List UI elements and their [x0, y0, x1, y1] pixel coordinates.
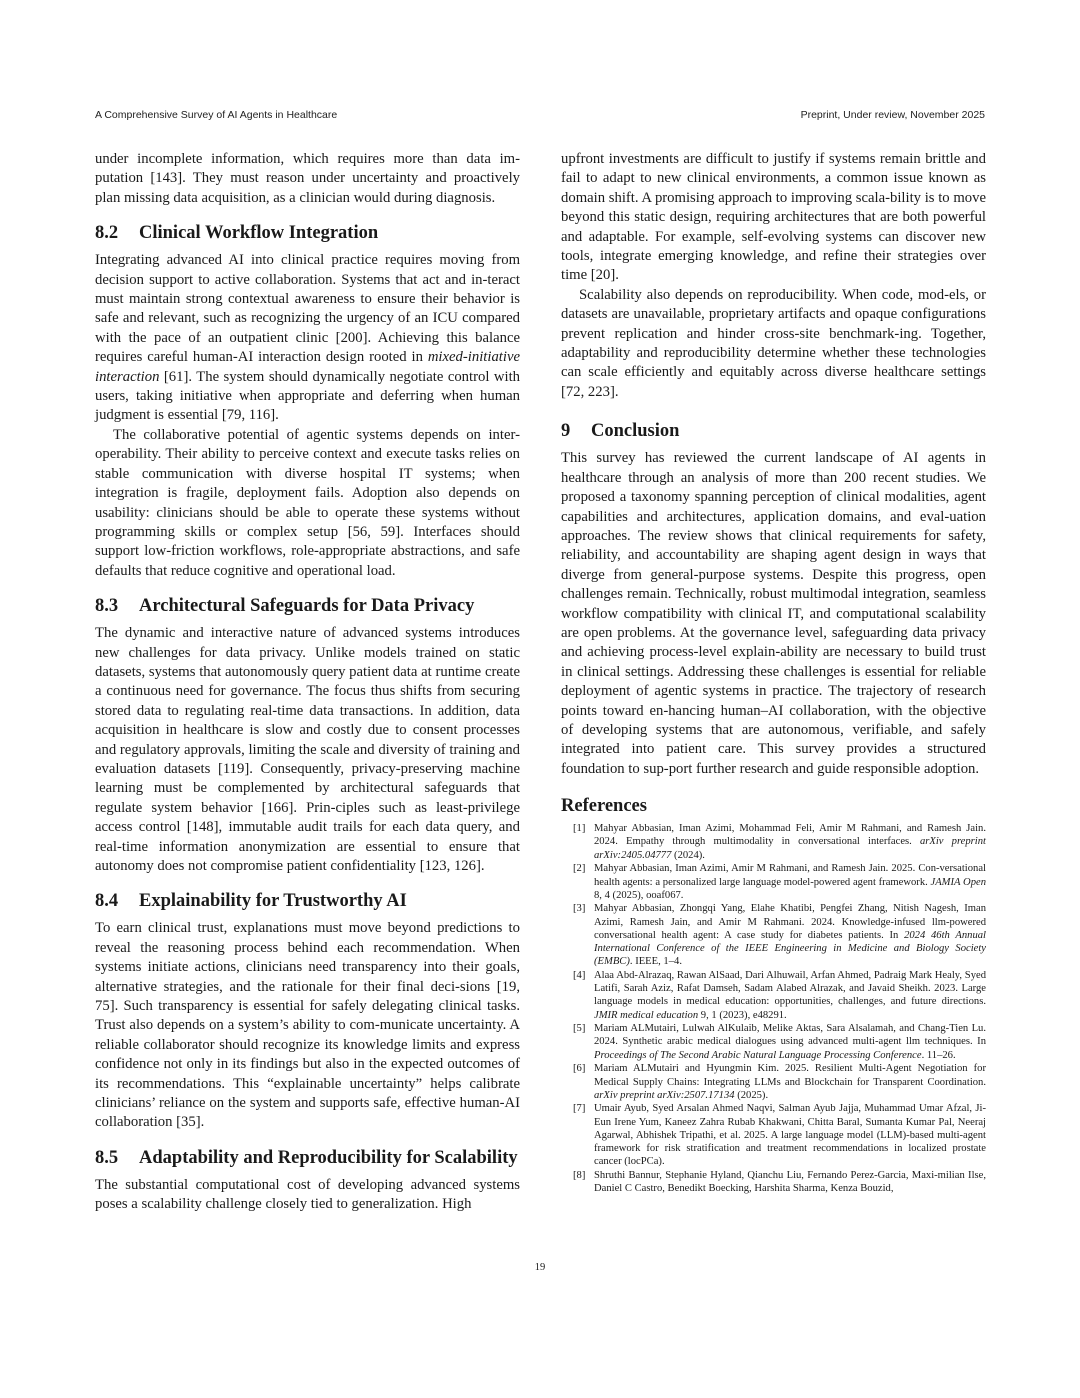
section-title: Architectural Safeguards for Data Privacy	[139, 596, 475, 617]
reference-number: [5]	[573, 1023, 586, 1035]
paragraph-scalability: The substantial computational cost of developing advanced systems poses a scalability challenge closely tied to generalization. High	[95, 1176, 520, 1213]
reference-text	[594, 902, 986, 968]
section-title: Explainability for Trustworthy AI	[139, 891, 407, 912]
reference-item	[561, 902, 986, 968]
reference-item	[561, 1062, 986, 1102]
reference-item	[561, 822, 986, 862]
page-number: 19	[534, 1262, 546, 1273]
section-title: Clinical Workflow Integration	[139, 223, 379, 244]
paragraph-intro-continued: under incomplete information, which requires more than data im-putation [143]. They must reason under uncertainty and proactively plan missing data acquisition, as a clinician would during diagnosis.	[95, 151, 520, 206]
emphasis-term: mixed-initiative interaction	[95, 349, 520, 385]
paragraph-reproducibility: Scalability also depends on reproducibility. When code, mod-els, or datasets are unavailable, proprietary artifacts and opaque configurations prevent replication and hinder cross-site benchmark-ing. Together, adaptability and reproducibility determine whether these technologies can scale efficiently and equitably across diverse healthcare settings [72, 223].	[561, 286, 986, 400]
reference-item	[561, 969, 986, 1022]
reference-authors-title: Shruthi Bannur, Stephanie Hyland, Qianchu Liu, Fernando Perez-Garcia, Maxi-milian Ilse, Daniel C Castro, Benedikt Boecking, Harshita Sharma, Kenza Bouzid,	[594, 1169, 986, 1195]
reference-details: (2025).	[734, 1089, 769, 1101]
reference-number: [3]	[573, 903, 586, 915]
text-run: Integrating advanced AI into clinical practice requires moving from decision support to active collaboration. Systems that act and in-teract must maintain strong contextual awareness to ensure their behavior is safe and relevant, such as recognizing the urgency of an ICU compared with the pace of an outpatient clinic [200]. Achieving this balance requires careful human-AI interaction design rooted in	[95, 252, 520, 366]
reference-text	[594, 822, 986, 862]
reference-authors-title: Mariam ALMutairi and Hyungmin Kim. 2025. Resilient Multi-Agent Negotiation for Medical Supply Chains: Integrating LLMs and Blockchain for Transparent Coordination.	[594, 1063, 986, 1088]
reference-item	[561, 1022, 986, 1062]
reference-venue: 2024 46th Annual International Conference of the IEEE Engineering in Medicine and Biology Society (EMBC)	[594, 929, 986, 968]
reference-item	[561, 862, 986, 902]
reference-venue: JAMIA Open	[930, 876, 986, 888]
paragraph-explainability: To earn clinical trust, explanations must move beyond predictions to reveal the reasoning process behind each recommendation. When systems initiate actions, clinicians need transparency into their goals, alternative strategies, and the rationale for their final deci-sions [19, 75]. Such transparency is essential for safely delegating clinical tasks. Trust also depends on a system’s ability to com-municate uncertainty. A reliable collaborator should recognize its knowledge limits and express confidence not only in its findings but also in the expected outcomes of its recommendations. This “explainable uncertainty” helps calibrate clinicians’ reliance on the system and supports safe, effective human-AI collaboration [35].	[95, 920, 520, 1131]
reference-venue: JMIR medical education	[594, 1009, 699, 1021]
right-column	[561, 150, 986, 1196]
text-run: [61]. The system should dynamically negotiate control with users, taking initiative when appropriate and deferring when human judgment is essential [79, 116].	[95, 368, 520, 424]
reference-authors-title: Mahyar Abbasian, Iman Azimi, Mohammad Feli, Amir M Rahmani, and Ramesh Jain. 2024. Empathy through multimodality in conversational interfaces.	[594, 823, 986, 848]
reference-item	[561, 1102, 986, 1168]
reference-text	[594, 1102, 986, 1168]
reference-venue: Proceedings of The Second Arabic Natural Language Processing Conference	[594, 1049, 922, 1061]
section-heading-8-5	[95, 1147, 520, 1170]
section-heading-8-4	[95, 890, 520, 913]
reference-details: (2024).	[671, 849, 705, 861]
reference-details: 8, 4 (2025), ooaf067.	[594, 889, 684, 901]
reference-authors-title: Alaa Abd-Alrazaq, Rawan AlSaad, Dari Alhuwail, Arfan Ahmed, Padraig Mark Healy, Syed Latifi, Sarah Aziz, Rafat Damseh, Sadam Alabed Alrazak, and Javaid Sheikh. 2023. Large language models in medical education: opportunities, challenges, and future directions.	[594, 969, 986, 1008]
running-header	[95, 109, 985, 121]
paragraph-workflow-2: The collaborative potential of agentic systems depends on inter-operability. Their ability to perceive context and execute tasks relies on stable communication with diverse hospital IT systems; when integration is fragile, deployment fails. Adoption also depends on usability: clinicians should be able to operate these systems without programming skills or complex setup [56, 59]. Interfaces should support low-friction workflows, role-appropriate abstractions, and safe defaults that reduce cognitive and operational load.	[95, 426, 520, 579]
section-title: Adaptability and Reproducibility for Scalability	[139, 1147, 518, 1168]
reference-number: [4]	[573, 969, 586, 981]
paragraph-workflow-1	[95, 251, 520, 426]
header-title: A Comprehensive Survey of AI Agents in Healthcare	[95, 109, 338, 121]
section-title: Conclusion	[591, 421, 680, 442]
reference-text	[594, 969, 986, 1022]
left-column	[95, 150, 520, 1215]
section-number: 8.2	[95, 223, 119, 244]
section-heading-8-2	[95, 222, 520, 245]
reference-authors-title: Mahyar Abbasian, Zhongqi Yang, Elahe Khatibi, Pengfei Zhang, Nitish Nagesh, Iman Azimi, Ramesh Jain, and Amir M Rahmani. 2024. Knowledge-infused llm-powered conversational health agent: A case study for diabetes patients. In	[594, 903, 986, 941]
section-number: 8.3	[95, 596, 119, 617]
reference-details: 9, 1 (2023), e48291.	[698, 1009, 787, 1021]
paragraph-scalability-continued: upfront investments are difficult to justify if systems remain brittle and fail to adapt to new clinical environments, a common issue known as domain shift. A promising approach to improving scala-bility is to move beyond this static design, requiring architectures that are both powerful and adaptable. For example, self-evolving systems can discover new tools, integrate emerging knowledge, and refine their strategies over time [20].	[561, 151, 986, 284]
reference-text	[594, 862, 986, 902]
section-number: 8.4	[95, 891, 119, 912]
reference-number: [6]	[573, 1063, 586, 1075]
paragraph-conclusion: This survey has reviewed the current landscape of AI agents in healthcare through an analysis of more than 200 recent studies. We proposed a taxonomy spanning perception of clinical modalities, agent capabilities and architectures, application domains, and eval-uation approaches. The review shows that clinical requirements for safety, reliability, and accountability are shaping agent design in ways that diverge from general-purpose systems. Despite this progress, open challenges remain. Technically, robust multimodal integration, seamless workflow compatibility with clinical IT, and computational scalability are open problems. At the governance level, safeguarding data privacy and achieving process-level explain-ability are necessary to build trust in clinical settings. Addressing these challenges is essential for reliable deployment of agentic systems in practice. The trajectory of research points toward en-hancing human–AI collaboration, with the objective of developing systems that are autonomous, verifiable, and safely integrated into patient care. This survey provides a structured foundation to sup-port further research and guide responsible adoption.	[561, 450, 986, 777]
reference-item	[561, 1169, 986, 1195]
reference-text	[594, 1169, 986, 1195]
section-heading-9	[561, 420, 986, 443]
reference-number: [2]	[573, 863, 586, 875]
section-number: 9	[561, 421, 571, 442]
reference-authors-title: Mariam ALMutairi, Lulwah AlKulaib, Melike Aktas, Sara Alsalamah, and Chang-Tien Lu. 2024. Synthetic arabic medical dialogues using advanced multi-agent llm techniques. In	[594, 1023, 986, 1048]
reference-authors-title: Mahyar Abbasian, Iman Azimi, Amir M Rahmani, and Ramesh Jain. 2025. Con-versational health agents: a personalized large language model-powered agent framework.	[594, 863, 986, 888]
reference-details: . 11–26.	[921, 1049, 956, 1061]
reference-text	[594, 1022, 986, 1062]
references-heading: References	[561, 796, 647, 817]
reference-venue: arXiv preprint arXiv:2405.04777	[594, 836, 986, 861]
section-number: 8.5	[95, 1147, 119, 1168]
reference-venue: arXiv preprint arXiv:2507.17134	[594, 1089, 735, 1101]
reference-number: [1]	[573, 823, 586, 835]
paragraph-privacy: The dynamic and interactive nature of advanced systems introduces new challenges for data privacy. Unlike models trained on static datasets, systems that autonomously query patient data at runtime create a continuous need for governance. The focus thus shifts from securing stored data to regulating real-time data transactions. In addition, data acquisition in healthcare is slow and costly due to consent processes and regulatory approvals, limiting the scale and diversity of training and evaluation datasets [119]. Consequently, privacy-preserving machine learning must be complemented by architectural safeguards that regulate system behavior [166]. Prin-ciples such as least-privilege access control [148], immutable audit trails for each data query, and real-time information anonymization are essential to ensure that autonomy does not compromise patient confidentiality [123, 126].	[95, 625, 520, 874]
reference-text	[594, 1062, 986, 1102]
section-heading-8-3	[95, 595, 520, 618]
reference-list	[561, 822, 986, 1195]
header-venue: Preprint, Under review, November 2025	[800, 109, 985, 121]
reference-authors-title: Umair Ayub, Syed Arsalan Ahmed Naqvi, Salman Ayub Jajja, Muhammad Umar Afzal, Ji-Eun Irene Yum, Kaneez Zahra Rubab Khakwani, Chitta Baral, Sumanta Kumar Pal, Neeraj Agarwal, Abhishek Tripathi, et al. 2025. A large language model (LLM)-based multi-agent framework for risk stratification and treatment recommendations in localized prostate cancer (locPCa).	[594, 1103, 986, 1168]
reference-number: [8]	[573, 1169, 586, 1181]
reference-details: . IEEE, 1–4.	[629, 956, 682, 968]
reference-number: [7]	[573, 1103, 586, 1115]
